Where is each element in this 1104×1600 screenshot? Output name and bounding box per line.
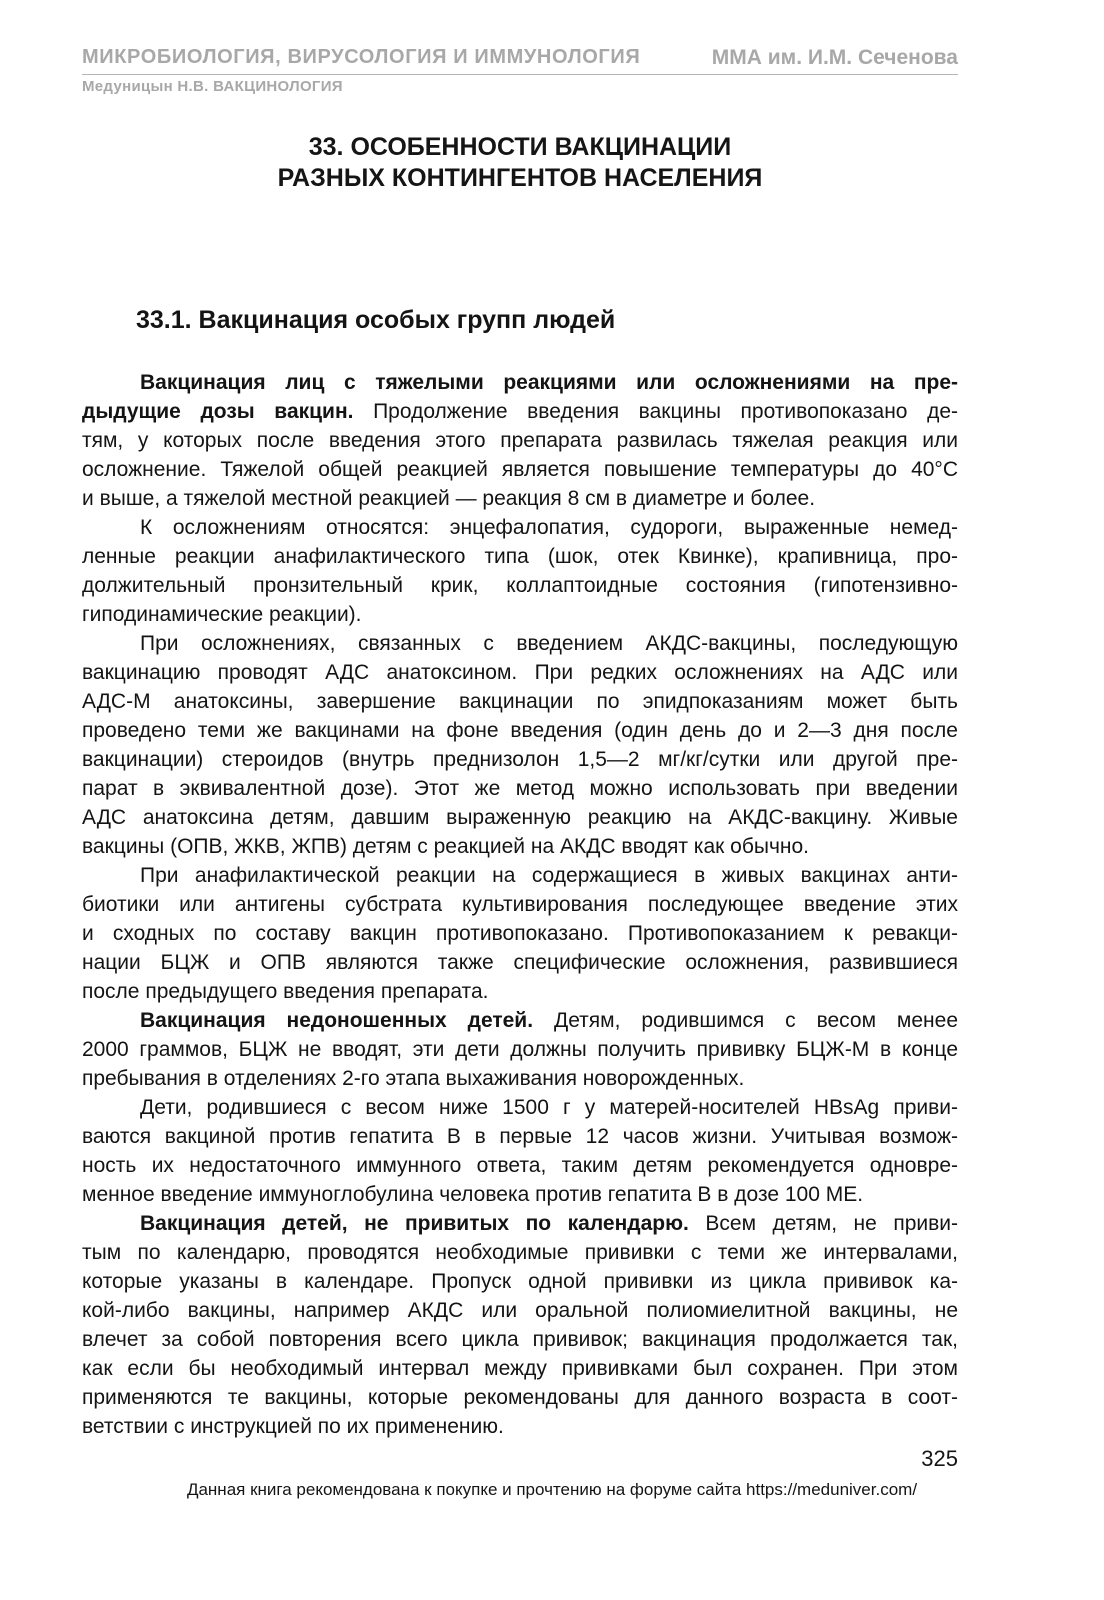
text-line [82, 368, 958, 397]
page-number: 325 [921, 1446, 958, 1471]
text-line [82, 484, 958, 513]
text-line [82, 1209, 958, 1238]
text-line [82, 658, 958, 687]
line-text: При осложнениях, связанных с введением АКДС-вакцины, последующую [140, 632, 958, 655]
text-line [82, 716, 958, 745]
line-text: пребывания в отделениях 2-го этапа выхаживания новорожденных. [82, 1067, 745, 1090]
line-text: менное введение иммуноглобулина человека против гепатита В в дозе 100 ME. [82, 1183, 864, 1206]
text-line [82, 948, 958, 977]
line-text: как если бы необходимый интервал между прививками был сохранен. При этом [82, 1357, 958, 1380]
text-line [82, 571, 958, 600]
line-text: гиподинамические реакции). [82, 603, 362, 626]
text-line [82, 1064, 958, 1093]
line-text: проведено теми же вакцинами на фоне введения (один день до и 2—3 дня после [82, 719, 958, 742]
line-text: осложнение. Тяжелой общей реакцией является повышение температуры до 40°С [82, 458, 958, 481]
text-line [82, 1267, 958, 1296]
text-line [82, 1151, 958, 1180]
text-line [82, 1296, 958, 1325]
line-text: кой-либо вакцины, например АКДС или оральной полиомиелитной вакцины, не [82, 1299, 958, 1322]
line-text: ветствии с инструкцией по их применению. [82, 1415, 504, 1438]
chapter-title-line-2: РАЗНЫХ КОНТИНГЕНТОВ НАСЕЛЕНИЯ [277, 164, 763, 192]
text-line [82, 1180, 958, 1209]
text-line [82, 919, 958, 948]
bold-lead-text: дыдущие дозы вакцин. [82, 400, 354, 423]
line-text: парат в эквивалентной дозе). Этот же метод можно использовать при введении [82, 777, 958, 800]
line-text: Дети, родившиеся с весом ниже 1500 г у матерей-носителей HBsAg приви- [140, 1096, 958, 1119]
text-line [82, 1122, 958, 1151]
text-line [82, 1035, 958, 1064]
line-text: ваются вакциной против гепатита В в первые 12 часов жизни. Учитывая возмож- [82, 1125, 958, 1148]
text-line [82, 745, 958, 774]
line-text: нации БЦЖ и ОПВ являются также специфические осложнения, развившиеся [82, 951, 958, 974]
text-line [82, 426, 958, 455]
line-text: Всем детям, не приви- [688, 1212, 958, 1235]
line-text: должительный пронзительный крик, коллаптоидные состояния (гипотензивно- [82, 574, 958, 597]
text-line [82, 600, 958, 629]
line-text: вакцинации) стероидов (внутрь преднизолон 1,5—2 мг/кг/сутки или другой пре- [82, 748, 958, 771]
line-text: Продолжение введения вакцины противопоказано де- [353, 400, 959, 423]
text-line [82, 861, 958, 890]
line-text: применяются те вакцины, которые рекомендованы для данного возраста в соот- [82, 1386, 958, 1409]
line-text: биотики или антигены субстрата культивирования последующее введение этих [82, 893, 958, 916]
text-line [82, 542, 958, 571]
line-text: и выше, а тяжелой местной реакцией — реакция 8 см в диаметре и более. [82, 487, 816, 510]
text-line [82, 455, 958, 484]
text-line [82, 1412, 958, 1441]
bold-lead-text: Вакцинация лиц с тяжелыми реакциями или осложнениями на пре- [140, 371, 958, 394]
text-line [82, 977, 958, 1006]
line-text: Детям, родившимся с весом менее [533, 1009, 958, 1032]
line-text: и сходных по составу вакцин противопоказано. Противопоказанием к ревакци- [82, 922, 958, 945]
bold-lead-text: Вакцинация недоношенных детей. [140, 1009, 534, 1032]
bold-lead-text: Вакцинация детей, не привитых по календарю. [140, 1212, 689, 1235]
text-line [82, 1006, 958, 1035]
text-line [82, 1354, 958, 1383]
body-text [82, 368, 958, 1441]
text-line [82, 1093, 958, 1122]
line-text: При анафилактической реакции на содержащиеся в живых вакцинах анти- [140, 864, 958, 887]
institution-name: ММА им. И.М. Сеченова [711, 46, 958, 69]
line-text: ность их недостаточного иммунного ответа, таким детям рекомендуется одновре- [82, 1154, 958, 1177]
text-line [82, 774, 958, 803]
book-title: Медуницын Н.В. ВАКЦИНОЛОГИЯ [82, 78, 343, 95]
running-header [82, 44, 958, 75]
line-text: после предыдущего введения препарата. [82, 980, 489, 1003]
line-text: вакцинацию проводят АДС анатоксином. При редких осложнениях на АДС или [82, 661, 958, 684]
text-line [82, 513, 958, 542]
text-line [82, 832, 958, 861]
section-title: 33.1. Вакцинация особых групп людей [136, 306, 616, 334]
line-text: тям, у которых после введения этого препарата развилась тяжелая реакция или [82, 429, 958, 452]
text-line [82, 397, 958, 426]
text-line [82, 1325, 958, 1354]
text-line [82, 629, 958, 658]
line-text: АДС-М анатоксины, завершение вакцинации по эпидпоказаниям может быть [82, 690, 958, 713]
line-text: К осложнениям относятся: энцефалопатия, судороги, выраженные немед- [140, 516, 958, 539]
chapter-title-line-1: 33. ОСОБЕННОСТИ ВАКЦИНАЦИИ [308, 133, 732, 161]
line-text: АДС анатоксина детям, давшим выраженную реакцию на АКДС-вакцину. Живые [82, 806, 958, 829]
line-text: 2000 граммов, БЦЖ не вводят, эти дети должны получить прививку БЦЖ-М в конце [82, 1038, 958, 1061]
text-line [82, 687, 958, 716]
series-title: МИКРОБИОЛОГИЯ, ВИРУСОЛОГИЯ И ИММУНОЛОГИЯ [82, 46, 641, 68]
text-line [82, 1238, 958, 1267]
line-text: тым по календарю, проводятся необходимые прививки с теми же интервалами, [82, 1241, 958, 1264]
text-line [82, 803, 958, 832]
text-line [82, 890, 958, 919]
line-text: ленные реакции анафилактического типа (шок, отек Квинке), крапивница, про- [82, 545, 958, 568]
footer-note: Данная книга рекомендована к покупке и прочтению на форуме сайта https://meduniver.com/ [186, 1480, 918, 1499]
line-text: вакцины (ОПВ, ЖКВ, ЖПВ) детям с реакцией на АКДС вводят как обычно. [82, 835, 809, 858]
chapter-title [82, 132, 958, 194]
text-line [82, 1383, 958, 1412]
line-text: влечет за собой повторения всего цикла прививок; вакцинация продолжается так, [82, 1328, 958, 1351]
line-text: которые указаны в календаре. Пропуск одной прививки из цикла прививок ка- [82, 1270, 958, 1293]
